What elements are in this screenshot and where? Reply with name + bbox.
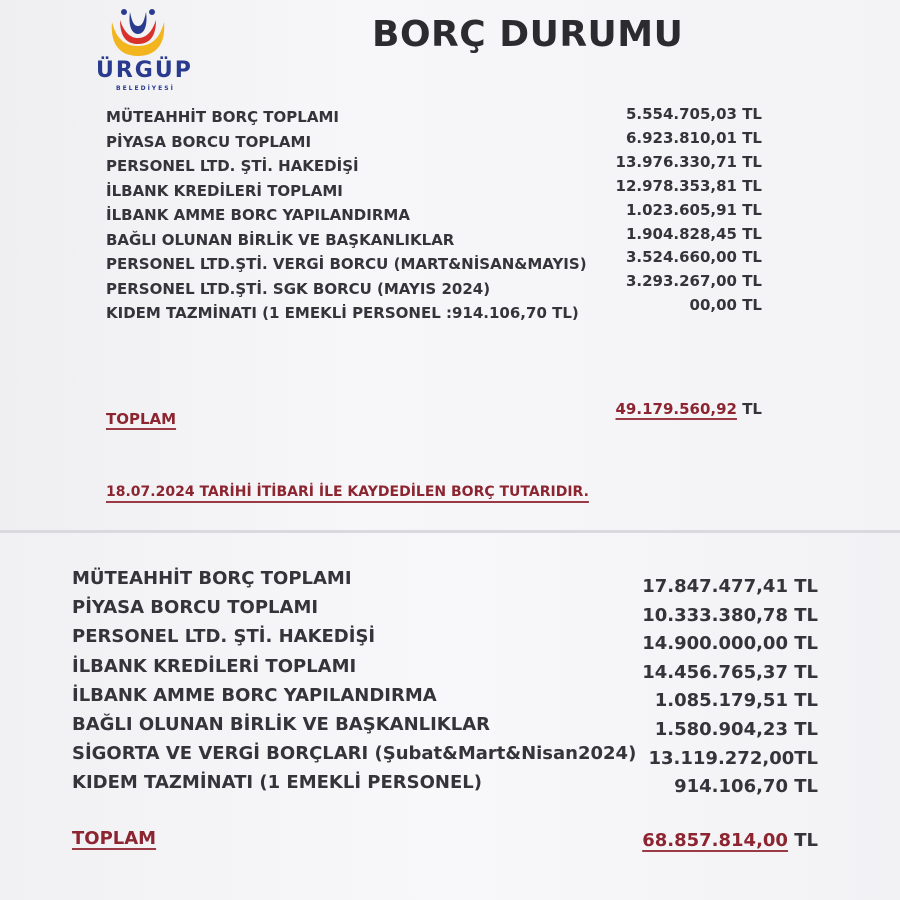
row-amount: 14.456.765,37 TL — [642, 661, 818, 683]
row-label: BAĞLI OLUNAN BİRLİK VE BAŞKANLIKLAR — [106, 230, 455, 249]
logo-wordmark: ÜRGÜP — [96, 58, 193, 83]
row-amount: 1.085.179,51 TL — [654, 690, 818, 712]
row-amount: 10.333.380,78 TL — [642, 604, 818, 626]
row-label: PERSONEL LTD.ŞTİ. VERGİ BORCU (MART&NİSAN&MAYIS) — [106, 255, 587, 273]
row-label: MÜTEAHHİT BORÇ TOPLAMI — [106, 108, 339, 126]
row-amount: 1.580.904,23 TL — [654, 719, 818, 740]
row-amount: 17.847.477,41 TL — [642, 576, 818, 597]
row-amount: 3.524.660,00 TL — [625, 248, 762, 267]
total-amount-2 — [642, 830, 818, 851]
page-divider — [0, 530, 900, 533]
row-amount: 6.923.810,01 TL — [625, 128, 762, 147]
row-amount: 13.119.272,00TL — [648, 747, 818, 769]
row-label: PERSONEL LTD. ŞTİ. HAKEDİŞİ — [106, 157, 359, 175]
logo-subtext: BELEDİYESİ — [116, 85, 175, 92]
row-label: SİGORTA VE VERGİ BORÇLARI (Şubat&Mart&Nisan2024) — [72, 743, 637, 765]
row-label: KIDEM TAZMİNATI (1 EMEKLİ PERSONEL :914.106,70 TL) — [106, 304, 579, 322]
row-amount: 12.978.353,81 TL — [615, 176, 762, 195]
row-label: KIDEM TAZMİNATI (1 EMEKLİ PERSONEL) — [72, 772, 482, 794]
row-label: İLBANK KREDİLERİ TOPLAMI — [72, 655, 357, 677]
row-amount: 5.554.705,03 TL — [625, 105, 762, 123]
total-amount-1 — [616, 400, 763, 418]
row-amount: 00,00 TL — [689, 296, 762, 315]
row-label: İLBANK KREDİLERİ TOPLAMI — [106, 181, 343, 200]
row-label: İLBANK AMME BORC YAPILANDIRMA — [72, 684, 437, 706]
date-note: 18.07.2024 TARİHİ İTİBARİ İLE KAYDEDİLEN BORÇ TUTARIDIR. — [106, 484, 589, 500]
total-amount-1-currency: TL — [742, 400, 762, 418]
total-amount-2-value: 68.857.814,00 — [642, 830, 788, 851]
total-label-2: TOPLAM — [72, 828, 157, 849]
row-label: İLBANK AMME BORC YAPILANDIRMA — [106, 206, 410, 224]
row-label: PERSONEL LTD.ŞTİ. SGK BORCU (MAYIS 2024) — [106, 279, 491, 298]
row-label: PİYASA BORCU TOPLAMI — [72, 597, 319, 619]
total-amount-2-currency: TL — [794, 830, 818, 851]
page-title: BORÇ DURUMU — [372, 14, 684, 55]
row-amount: 13.976.330,71 TL — [615, 152, 762, 171]
row-label: BAĞLI OLUNAN BİRLİK VE BAŞKANLIKLAR — [72, 714, 491, 735]
row-label: PERSONEL LTD. ŞTİ. HAKEDİŞİ — [72, 626, 376, 648]
row-amount: 1.023.605,91 TL — [625, 200, 762, 219]
row-amount: 14.900.000,00 TL — [642, 633, 818, 655]
row-amount: 1.904.828,45 TL — [625, 224, 762, 243]
row-label: MÜTEAHHİT BORÇ TOPLAMI — [72, 568, 352, 589]
row-amount: 914.106,70 TL — [674, 776, 818, 798]
total-label-1: TOPLAM — [106, 410, 177, 428]
total-amount-1-value: 49.179.560,92 — [615, 400, 737, 418]
row-label: PİYASA BORCU TOPLAMI — [106, 132, 312, 151]
row-amount: 3.293.267,00 TL — [625, 272, 762, 291]
